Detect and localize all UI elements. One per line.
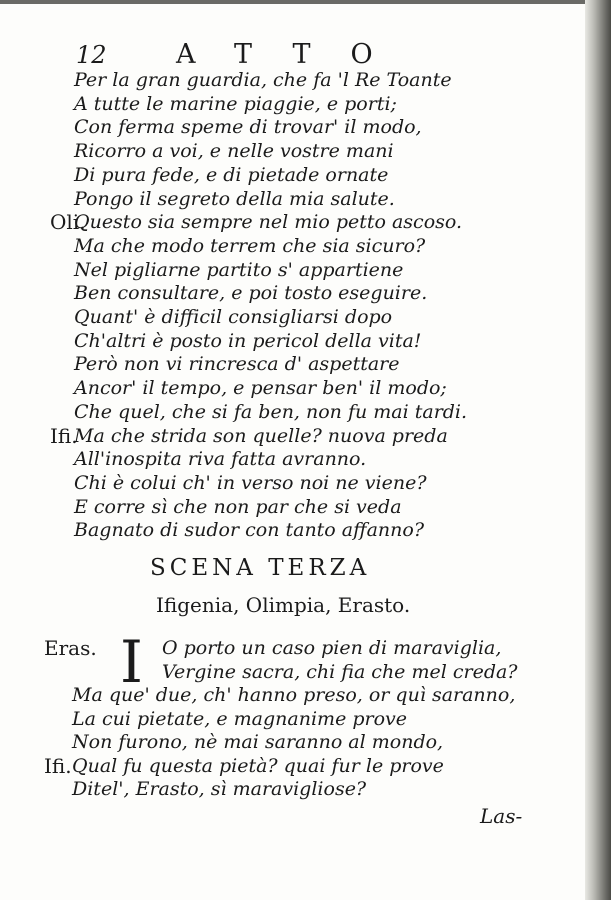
verse-text: Pongo il segreto della mia salute. bbox=[74, 187, 395, 210]
verse-text: Ch'altri è posto in pericol della vita! bbox=[74, 329, 422, 352]
speaker-label: Ifi. bbox=[44, 753, 72, 778]
verse-text: Ancor' il tempo, e pensar ben' il modo; bbox=[74, 377, 447, 400]
verse-text: La cui pietate, e magnanime prove bbox=[72, 707, 408, 730]
verse-text: Chi è colui ch' in verso noi ne viene? bbox=[74, 471, 427, 494]
verse-text: Vergine sacra, chi fia che mel creda? bbox=[162, 660, 518, 683]
speaker-label: Oli. bbox=[50, 210, 86, 235]
scene-heading: SCENA TERZA bbox=[150, 555, 371, 581]
verse-text: Bagnato di sudor con tanto affanno? bbox=[74, 519, 425, 542]
verse-text: Ma que' due, ch' hanno preso, or quì saranno, bbox=[72, 684, 516, 706]
verse-text: Però non vi rincresca d' aspettare bbox=[74, 353, 400, 376]
speaker-label: Eras. bbox=[44, 636, 97, 660]
verse-text: Nel pigliarne partito s' appartiene bbox=[74, 258, 404, 281]
speaker-label: Ifi. bbox=[50, 423, 78, 448]
drop-cap: I bbox=[120, 628, 143, 696]
verse-text: O porto un caso pien di maraviglia, bbox=[162, 637, 502, 659]
verse-text: E corre sì che non par che si veda bbox=[74, 495, 402, 518]
verse-text: Ben consultare, e poi tosto eseguire. bbox=[74, 282, 428, 305]
verse-text: Qual fu questa pietà? quai fur le prove bbox=[72, 754, 444, 777]
verse-text: Ricorro a voi, e nelle vostre mani bbox=[74, 140, 394, 163]
verse-text: Per la gran guardia, che fa 'l Re Toante bbox=[74, 69, 452, 91]
verse-text: Ma che modo terrem che sia sicuro? bbox=[74, 234, 426, 257]
running-head bbox=[76, 40, 456, 70]
verse-text: Di pura fede, e di pietade ornate bbox=[74, 163, 389, 186]
catchword: Las- bbox=[480, 804, 523, 828]
scene-characters: Ifigenia, Olimpia, Erasto. bbox=[156, 593, 411, 617]
verse-text: Non furono, nè mai saranno al mondo, bbox=[72, 731, 444, 753]
verse-text: A tutte le marine piaggie, e porti; bbox=[74, 92, 397, 115]
verse-text: All'inospita riva fatta avranno. bbox=[74, 448, 367, 471]
page-number: 12 bbox=[76, 41, 107, 69]
verse-text: Quant' è difficil consigliarsi dopo bbox=[74, 306, 393, 328]
verse-text: Ma che strida son quelle? nuova preda bbox=[74, 424, 448, 447]
act-title: ATTO bbox=[176, 39, 413, 70]
verse-text: Con ferma speme di trovar' il modo, bbox=[74, 116, 422, 139]
verse-text: Che quel, che si fa ben, non fu mai tardi. bbox=[74, 400, 468, 423]
verse-text: Ditel', Erasto, sì maravigliose? bbox=[72, 778, 367, 800]
verse-text: Questo sia sempre nel mio petto ascoso. bbox=[74, 211, 463, 234]
